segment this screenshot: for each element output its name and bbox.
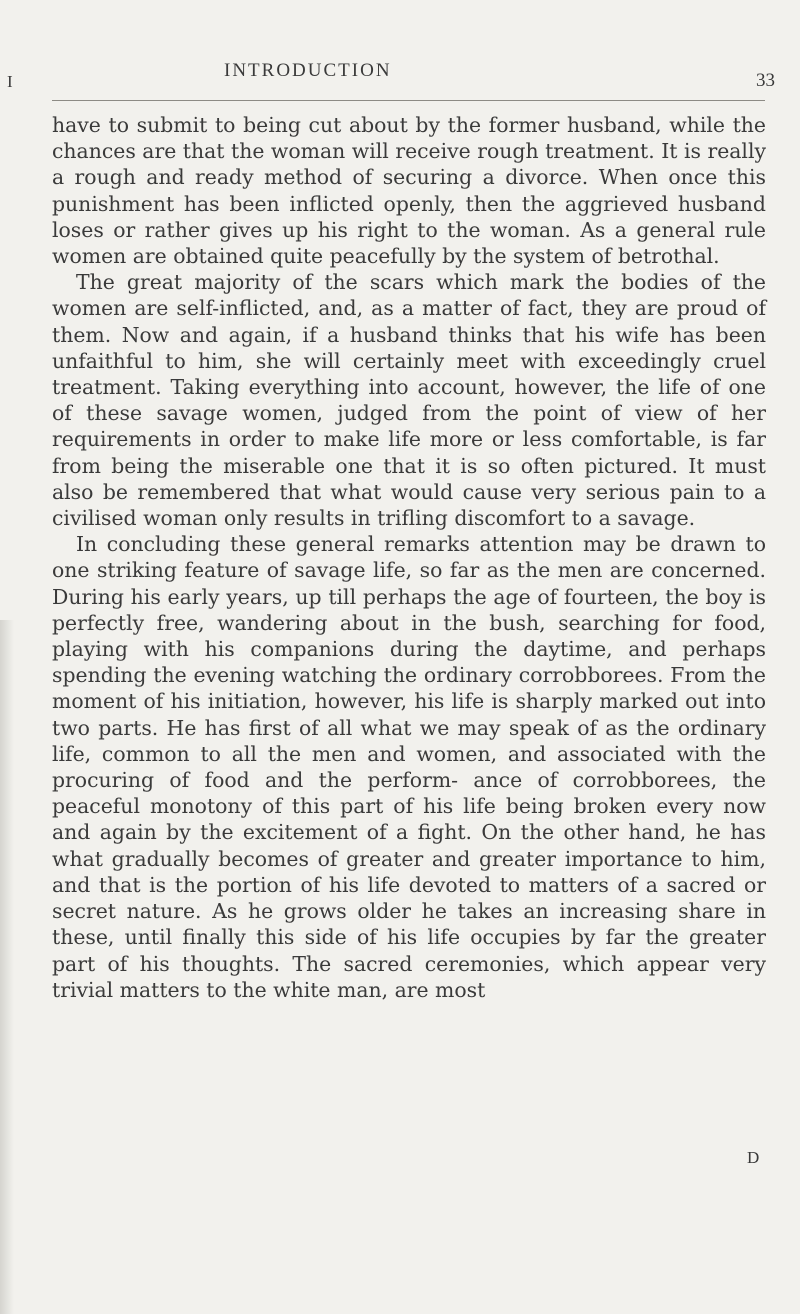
page-edge-shadow xyxy=(0,620,14,1314)
header-rule xyxy=(52,100,765,101)
page-number: 33 xyxy=(756,70,775,91)
body-text xyxy=(52,112,766,1003)
paragraph: In concluding these general remarks attention may be drawn to one striking feature of savage life, so far as the men are concerned. During his early years, up till perhaps the age of fourteen, the boy is perfectly free, wandering about in the bush, searching for food, playing with his companions during the daytime, and perhaps spending the evening watching the ordinary corrobborees. From the moment of his initiation, however, his life is sharply marked out into two parts. He has first of all what we may speak of as the ordinary life, common to all the men and women, and associated with the procuring of food and the perform- ance of corrobborees, the peaceful monotony of this part of his life being broken every now and again by the excitement of a fight. On the other hand, he has what gradually becomes of greater and greater importance to him, and that is the portion of his life devoted to matters of a sacred or secret nature. As he grows older he takes an increasing share in these, until finally this side of his life occupies by far the greater part of his thoughts. The sacred ceremonies, which appear very trivial matters to the white man, are most xyxy=(52,532,766,1002)
running-head xyxy=(0,60,800,92)
paragraph: have to submit to being cut about by the former husband, while the chances are that the woman will receive rough treatment. It is really a rough and ready method of securing a divorce. When once this punishment has been inflicted openly, then the aggrieved husband loses or rather gives up his right to the woman. As a general rule women are obtained quite peacefully by the system of betrothal. xyxy=(52,113,766,269)
chapter-number: I xyxy=(7,72,13,91)
paragraph: The great majority of the scars which mark the bodies of the women are self-inflicted, and, as a matter of fact, they are proud of them. Now and again, if a husband thinks that his wife has been unfaithful to him, she will certainly meet with exceedingly cruel treatment. Taking everything into account, however, the life of one of these savage women, judged from the point of view of her requirements in order to make life more or less comfortable, is far from being the miserable one that it is so often pictured. It must also be remembered that what would cause very serious pain to a civilised woman only results in trifling discomfort to a savage. xyxy=(52,270,766,531)
signature-mark: D xyxy=(747,1148,760,1167)
running-title: INTRODUCTION xyxy=(224,60,392,81)
